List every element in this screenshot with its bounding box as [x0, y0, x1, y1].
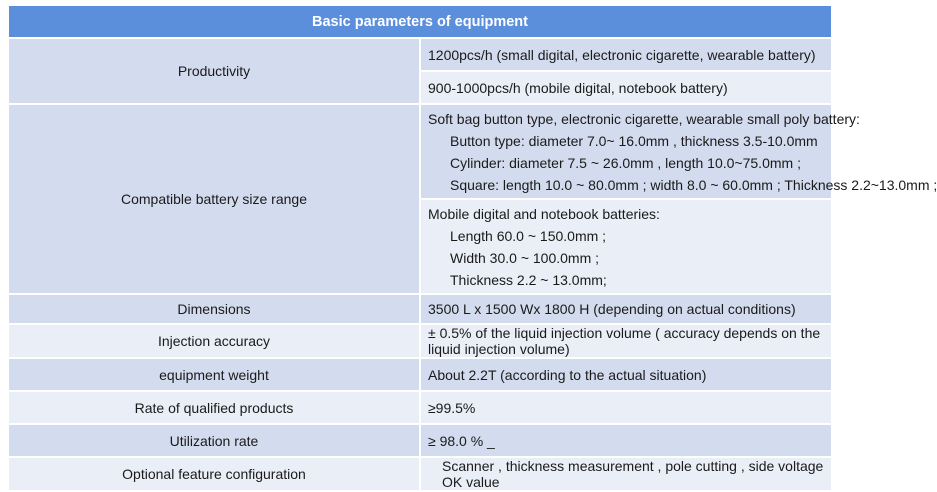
table-header-row	[8, 5, 832, 38]
dimensions-value: 3500 L x 1500 Wx 1800 H (depending on actual conditions)	[420, 294, 832, 324]
battery-group-2-line: Thickness 2.2 ~ 13.0mm;	[450, 272, 607, 288]
battery-group-2-line: Length 60.0 ~ 150.0mm ;	[450, 228, 607, 244]
battery-group-1-title: Soft bag button type, electronic cigarette, wearable small poly battery:	[428, 111, 860, 127]
table-row	[8, 294, 832, 324]
battery-group-1-line: Cylinder: diameter 7.5 ~ 26.0mm , length 10.0~75.0mm ;	[450, 155, 801, 171]
weight-value: About 2.2T (according to the actual situation)	[420, 358, 832, 391]
battery-range-group-1	[420, 104, 937, 199]
qualified-label: Rate of qualified products	[8, 391, 420, 424]
table-row	[8, 391, 832, 424]
battery-range-label: Compatible battery size range	[8, 104, 420, 294]
injection-label: Injection accuracy	[8, 324, 420, 358]
weight-label: equipment weight	[8, 358, 420, 391]
table-row	[8, 457, 832, 491]
qualified-value: ≥99.5%	[420, 391, 832, 424]
injection-value: ± 0.5% of the liquid injection volume ( accuracy depends on the liquid injection volume)	[420, 324, 832, 358]
parameters-table	[7, 4, 937, 492]
table-title: Basic parameters of equipment	[8, 5, 832, 38]
productivity-value-1: 1200pcs/h (small digital, electronic cigarette, wearable battery)	[420, 38, 832, 71]
battery-group-1-line: Button type: diameter 7.0~ 16.0mm , thickness 3.5-10.0mm	[450, 133, 818, 149]
table-row	[8, 424, 832, 457]
table-row	[8, 104, 832, 199]
utilization-value: ≥ 98.0 % _	[420, 424, 832, 457]
table-row	[8, 38, 832, 71]
dimensions-label: Dimensions	[8, 294, 420, 324]
productivity-value-2: 900-1000pcs/h (mobile digital, notebook battery)	[420, 71, 832, 104]
parameters-table-wrapper	[7, 4, 937, 492]
battery-group-2-title: Mobile digital and notebook batteries:	[428, 206, 660, 222]
battery-group-1-line: Square: length 10.0 ~ 80.0mm ; width 8.0 ~ 60.0mm ; Thickness 2.2~13.0mm ;	[450, 177, 937, 193]
battery-range-group-2	[420, 199, 832, 294]
utilization-label: Utilization rate	[8, 424, 420, 457]
optional-label: Optional feature configuration	[8, 457, 420, 491]
optional-value: Scanner , thickness measurement , pole cutting , side voltage OK value	[420, 457, 832, 491]
table-row	[8, 358, 832, 391]
battery-group-2-line: Width 30.0 ~ 100.0mm ;	[450, 250, 600, 266]
table-row	[8, 324, 832, 358]
productivity-label: Productivity	[8, 38, 420, 104]
